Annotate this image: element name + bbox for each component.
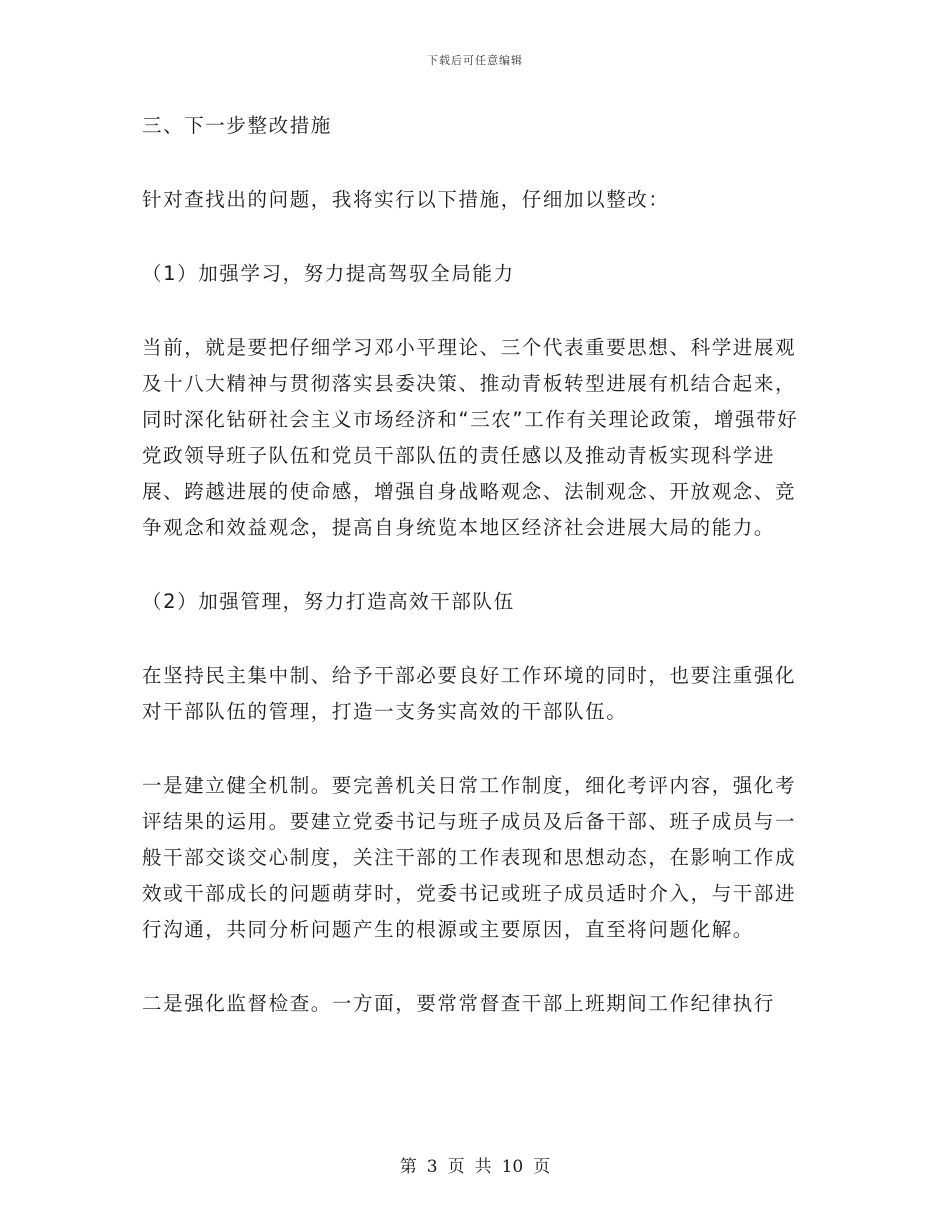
page-label-prefix: 第 <box>399 1157 417 1177</box>
page-label-mid: 页 <box>447 1157 465 1177</box>
current-page-number: 3 <box>426 1157 438 1177</box>
total-label: 共 <box>474 1157 492 1177</box>
body-paragraph-study: 当前，就是要把仔细学习邓小平理论、三个代表重要思想、科学进展观及十八大精神与贯彻落实县委决策、推动青板转型进展有机结合起来，同时深化钻研社会主义市场经济和“三农”工作有关理论政策，增强带好党政领导班子队伍和党员干部队伍的责任感以及推动青板实现科学进展、跨越进展的使命感，增强自身战略观念、法制观念、开放观念、竞争观念和效益观念，提高自身统览本地区经济社会进展大局的能力。 <box>142 336 799 539</box>
page-header-note: 下载后可任意编辑 <box>427 54 523 67</box>
body-paragraph-supervision: 二是强化监督检查。一方面，要常常督查干部上班期间工作纪律执行 <box>142 992 776 1015</box>
paragraph-gap <box>142 218 802 256</box>
section-heading: 三、下一步整改措施 <box>142 114 332 137</box>
subheading-management: （2）加强管理，努力打造高效干部队伍 <box>142 590 515 613</box>
intro-paragraph: 针对查找出的问题，我将实行以下措施，仔细加以整改： <box>142 188 670 211</box>
body-paragraph-management: 在坚持民主集中制、给予干部必要良好工作环境的同时，也要注重强化对干部队伍的管理，打造一支务实高效的干部队伍。 <box>142 664 797 723</box>
paragraph-gap <box>142 948 802 986</box>
paragraph-gap <box>142 144 802 182</box>
total-pages-number: 10 <box>501 1157 524 1177</box>
document-body <box>142 108 802 1022</box>
paragraph-gap <box>142 730 802 768</box>
body-paragraph-mechanism: 一是建立健全机制。要完善机关日常工作制度，细化考评内容，强化考评结果的运用。要建立党委书记与班子成员及后备干部、班子成员与一般干部交谈交心制度，关注干部的工作表现和思想动态，在影响工作成效或干部成长的问题萌芽时，党委书记或班子成员适时介入，与干部进行沟通，共同分析问题产生的根源或主要原因，直至将问题化解。 <box>142 774 797 941</box>
paragraph-gap <box>142 546 802 584</box>
paragraph-gap <box>142 292 802 330</box>
subheading-study: （1）加强学习，努力提高驾驭全局能力 <box>142 262 515 285</box>
page-number-footer <box>0 1152 950 1177</box>
paragraph-gap <box>142 620 802 658</box>
page-label-suffix: 页 <box>533 1157 551 1177</box>
